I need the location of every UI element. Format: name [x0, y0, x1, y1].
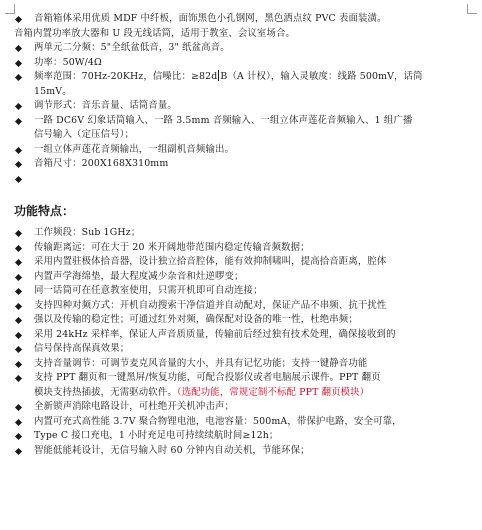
spec-line-inputs: 一路 DC6V 幻象话筒输入、一路 3.5mm 音频输入、一组立体声莲花音频输入、1 组广播 — [14, 114, 476, 129]
feature-line: 智能低能耗设计，无信号输入时 60 分钟内自动关机，节能环保； — [14, 444, 476, 459]
bullet-diamond-icon — [15, 59, 22, 66]
bullet-diamond-icon — [15, 375, 22, 382]
bullet-diamond-icon — [15, 244, 22, 251]
spec-line-empty — [14, 172, 476, 187]
bullet-diamond-icon — [15, 360, 22, 367]
bullet-diamond-icon — [15, 45, 22, 52]
features-heading: 功能特点： — [14, 204, 75, 218]
bullet-diamond-icon — [15, 117, 22, 124]
spec-line-dimensions: 音箱尺寸：200X168X310mm — [14, 157, 476, 172]
optional-feature-note: （选配功能，常规定制不标配 PPT 翻页模块） — [176, 386, 370, 398]
bullet-diamond-icon — [15, 346, 22, 353]
bullet-diamond-icon — [15, 331, 22, 338]
spec-line-inputs-cont: 信号输入（定压信号）； — [34, 129, 135, 140]
spec-line-cabinet: 音箱箱体采用优质 MDF 中纤板，面饰黑色小孔钢网，黑色洒点纹 PVC 表面装潢。 — [14, 12, 476, 27]
feature-line: 信号保持高保真效果； — [14, 342, 476, 357]
bullet-diamond-icon — [15, 259, 22, 266]
bullet-diamond-icon — [15, 161, 22, 168]
spec-line-amplifier: 音箱内置功率放大器和 U 段无线话筒，适用于教室、会议室场合。 — [14, 27, 296, 39]
bullet-diamond-icon — [15, 103, 22, 110]
bullet-diamond-icon — [15, 146, 22, 153]
feature-line: 采用内置驻极体拾音器，设计独立拾音腔体，能有效抑制啸叫，提高拾音距离，腔体 — [14, 255, 476, 270]
feature-line: Type C 接口充电，1 小时充足电可持续续航时间≥12h； — [14, 429, 476, 444]
bullet-diamond-icon — [15, 230, 22, 237]
spec-line-frequency-cont: 15mV。 — [34, 85, 72, 97]
bullet-diamond-icon — [15, 317, 22, 324]
feature-line: 全新锁声消除电路设计，可杜绝开关机冲击声； — [14, 400, 476, 415]
bullet-diamond-icon — [15, 404, 22, 411]
feature-line: 强以及传输的稳定性；可通过红外对频，确保配对设备的唯一性，杜绝串频； — [14, 313, 476, 328]
spec-line-outputs: 一组立体声莲花音频输出，一组副机音频输出。 — [14, 143, 476, 158]
feature-line: 内置可充式高性能 3.7V 聚合物锂电池，电池容量：500mA，带保护电路，安全可靠， — [14, 415, 476, 430]
bullet-diamond-icon — [15, 302, 22, 309]
bullet-diamond-icon — [15, 288, 22, 295]
feature-line: 支持音量调节：可调节麦克风音量的大小，并具有记忆功能；支持一键静音功能 — [14, 357, 476, 372]
bullet-diamond-icon — [15, 433, 22, 440]
spec-line-controls: 调节形式：音乐音量、话筒音量。 — [14, 99, 476, 114]
spec-line-power: 功率：50W/4Ω — [14, 56, 476, 71]
feature-line: 采用 24kHz 采样率，保证人声音质质量，传输前后经过独有技术处理，确保接收到的 — [14, 328, 476, 343]
bullet-diamond-icon — [15, 175, 22, 182]
spec-line-units: 两单元二分频：5"全纸盆低音，3" 纸盆高音。 — [14, 41, 476, 56]
bullet-diamond-icon — [15, 447, 22, 454]
feature-line: 内置声学海绵垫，最大程度减少杂音和灶逆啰变； — [14, 270, 476, 285]
feature-line: 支持 PPT 翻页和一键黑屏/恢复功能，可配合投影仪或者电脑展示课件。PPT 翻页 — [14, 371, 476, 386]
bullet-diamond-icon — [15, 74, 22, 81]
feature-line: 支持四种对频方式：开机自动搜索干净信道并自动配对，保证产品不串频、抗干扰性 — [14, 299, 476, 314]
feature-line: 同一话筒可在任意教室使用，只需开机即可自动连接； — [14, 284, 476, 299]
spec-line-frequency: 频率范围：70Hz-20KHz，信噪比：≥82d B（A 计权），输入灵敏度：线路 500mV，话筒 — [14, 70, 476, 85]
bullet-diamond-icon — [15, 273, 22, 280]
feature-line: 传输距离远：可在大于 20 米开阔地带范围内稳定传输音频数据； — [14, 241, 476, 256]
bullet-diamond-icon — [15, 418, 22, 425]
bullet-diamond-icon — [15, 16, 22, 23]
feature-line-cont: 模块支持热插拔，无需驱动软件。（选配功能，常规定制不标配 PPT 翻页模块） — [34, 386, 370, 398]
section-gap — [14, 186, 476, 202]
document-body[interactable] — [14, 12, 476, 458]
feature-line: 工作频段：Sub 1GHz； — [14, 226, 476, 241]
